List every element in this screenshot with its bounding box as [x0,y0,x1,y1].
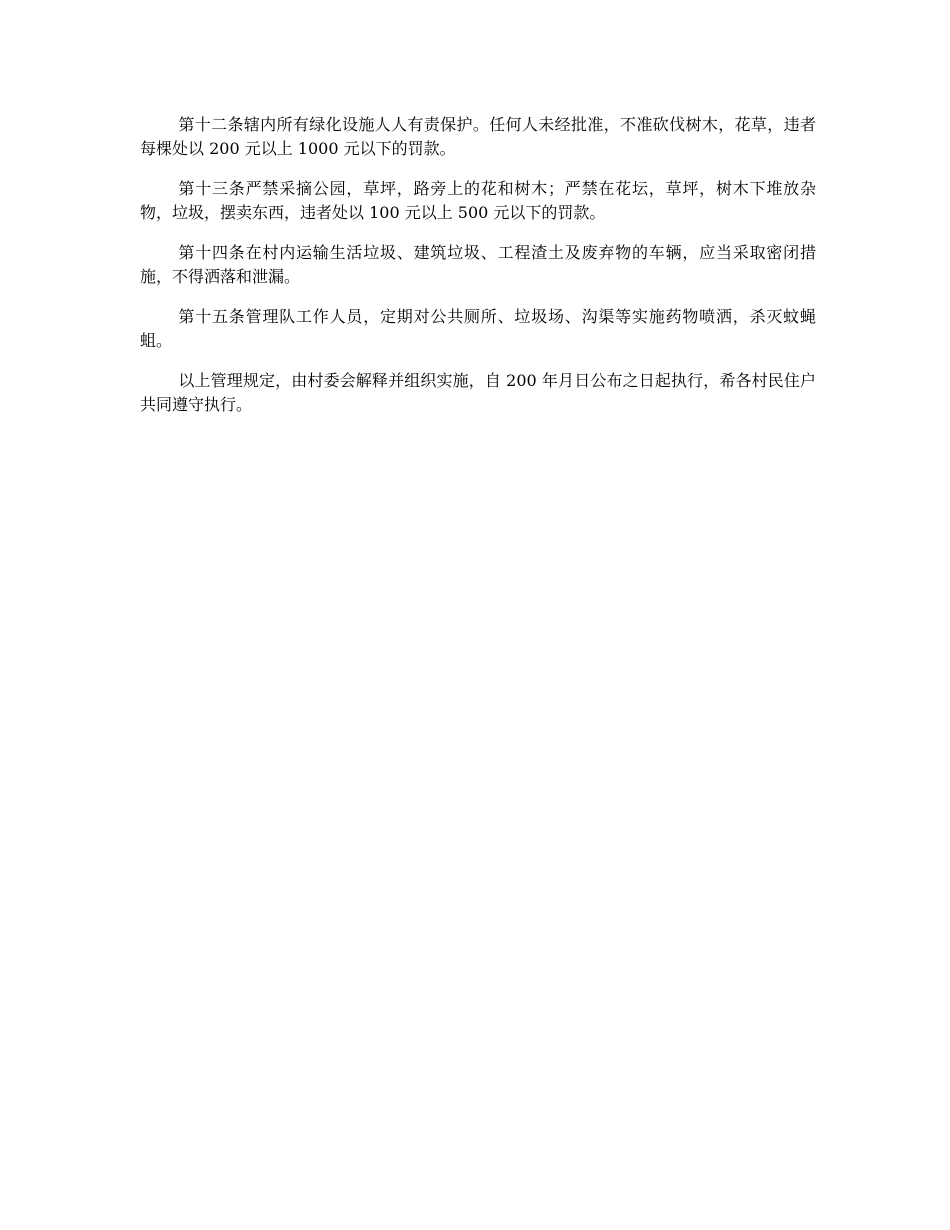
document-body [140,113,816,433]
paragraph-article-15: 第十五条管理队工作人员，定期对公共厕所、垃圾场、沟渠等实施药物喷洒，杀灭蚊蝇蛆。 [140,307,816,350]
paragraph-closing: 以上管理规定，由村委会解释并组织实施，自 200 年月日公布之日起执行，希各村民住户共同遵守执行。 [140,371,816,414]
paragraph-article-13: 第十三条严禁采摘公园，草坪，路旁上的花和树木；严禁在花坛，草坪，树木下堆放杂物，垃圾，摆卖东西，违者处以 100 元以上 500 元以下的罚款。 [140,179,816,222]
paragraph-article-12: 第十二条辖内所有绿化设施人人有责保护。任何人未经批准，不准砍伐树木，花草，违者每棵处以 200 元以上 1000 元以下的罚款。 [140,115,816,158]
paragraph-article-14: 第十四条在村内运输生活垃圾、建筑垃圾、工程渣土及废弃物的车辆，应当采取密闭措施，不得洒落和泄漏。 [140,243,816,286]
